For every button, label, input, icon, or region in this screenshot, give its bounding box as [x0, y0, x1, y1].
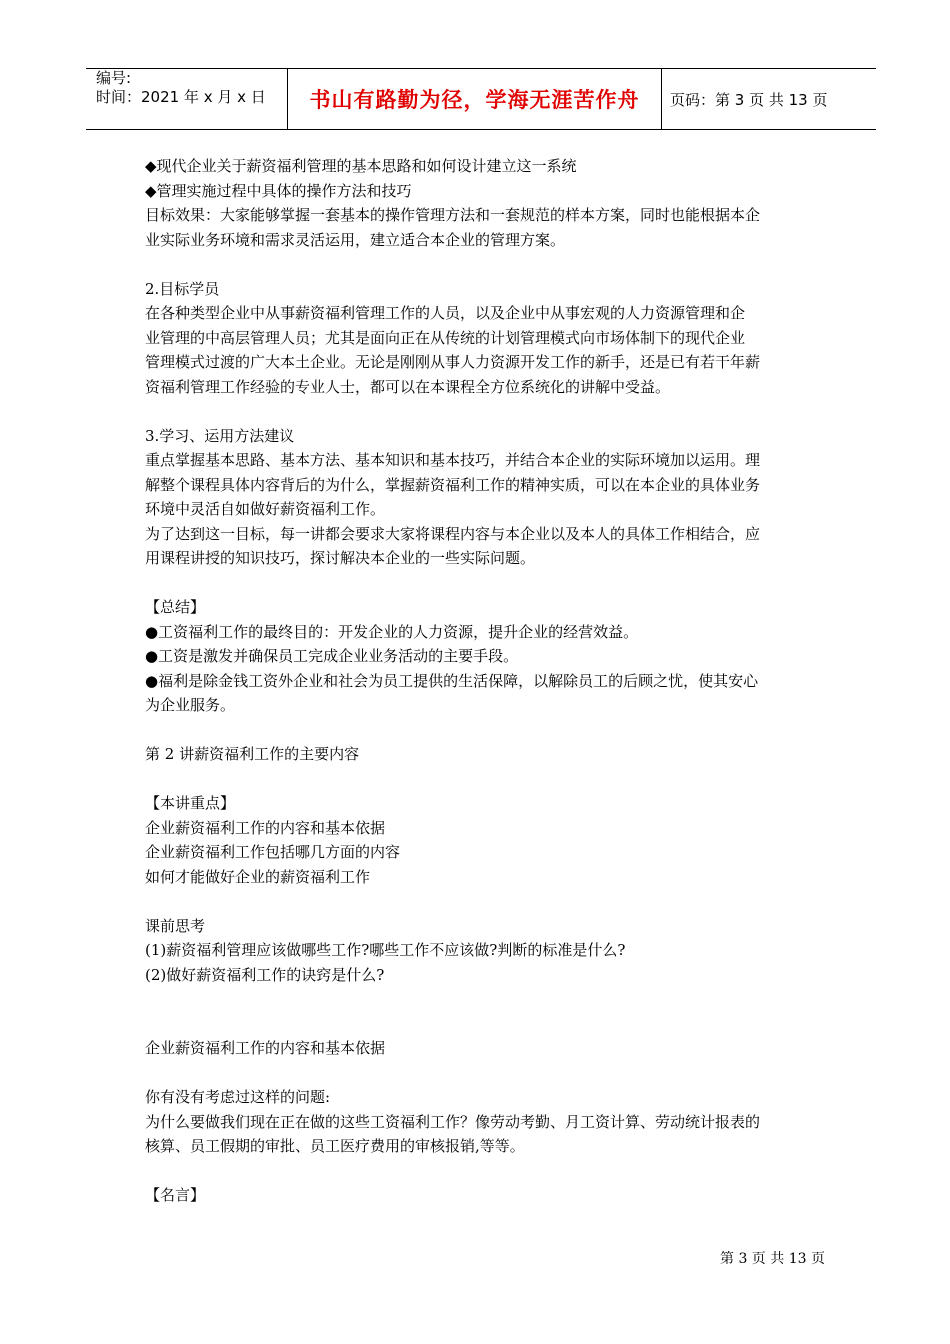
paragraph-line: 你有没有考虑过这样的问题: [145, 1088, 331, 1106]
paragraph-line: 解整个课程具体内容背后的为什么，掌握薪资福利工作的精神实质，可以在本企业的具体业务 [145, 475, 761, 494]
question: (1)薪资福利管理应该做哪些工作?哪些工作不应该做?判断的标准是什么? [145, 941, 626, 959]
quote-heading: 【名言】 [145, 1186, 206, 1204]
lecture-title: 第 2 讲薪资福利工作的主要内容 [145, 745, 360, 763]
summary-item: ●福利是除金钱工资外企业和社会为员工提供的生活保障，以解除员工的后顾之忧，使其安心 [145, 671, 759, 690]
header-meta-cell [86, 69, 288, 129]
paragraph-line: 重点掌握基本思路、基本方法、基本知识和基本技巧，并结合本企业的实际环境加以运用。理 [145, 451, 761, 469]
paragraph-line: 环境中灵活自如做好薪资福利工作。 [145, 500, 386, 518]
paragraph-line: 业管理的中高层管理人员；尤其是面向正在从传统的计划管理模式向市场体制下的现代企业 [145, 328, 746, 347]
section-heading: 3.学习、运用方法建议 [145, 426, 295, 445]
code-label: 编号: [96, 69, 132, 87]
key-point: 企业薪资福利工作包括哪几方面的内容 [145, 843, 401, 861]
prethink-heading: 课前思考 [145, 916, 206, 935]
document-body [145, 154, 825, 1208]
paragraph-line: 目标效果：大家能够掌握一套基本的操作管理方法和一套规范的样本方案，同时也能根据本企 [145, 206, 761, 224]
bullet-item: ◆现代企业关于薪资福利管理的基本思路和如何设计建立这一系统 [145, 157, 577, 175]
summary-item: ●工资福利工作的最终目的：开发企业的人力资源，提升企业的经营效益。 [145, 622, 639, 641]
paragraph-line: 用课程讲授的知识技巧，探讨解决本企业的一些实际问题。 [145, 549, 536, 567]
summary-item: ●工资是激发并确保员工完成企业业务活动的主要手段。 [145, 647, 519, 665]
summary-heading: 【总结】 [145, 598, 206, 616]
bullet-item: ◆管理实施过程中具体的操作方法和技巧 [145, 181, 412, 200]
header-page-number: 页码：第 3 页 共 13 页 [670, 90, 828, 109]
paragraph-line: 资福利管理工作经验的专业人士，都可以在本课程全方位系统化的讲解中受益。 [145, 377, 671, 396]
paragraph-line: 为了达到这一目标，每一讲都会要求大家将课程内容与本企业以及本人的具体工作相结合，应 [145, 524, 761, 543]
summary-item: 为企业服务。 [145, 696, 236, 714]
motto: 书山有路勤为径，学海无涯苦作舟 [288, 69, 662, 129]
time-label: 时间：2021 年 x 月 x 日 [96, 88, 266, 106]
key-points-heading: 【本讲重点】 [145, 794, 236, 812]
paragraph-line: 在各种类型企业中从事薪资福利管理工作的人员，以及企业中从事宏观的人力资源管理和企 [145, 304, 746, 322]
paragraph-line: 核算、员工假期的审批、员工医疗费用的审核报销,等等。 [145, 1137, 525, 1155]
page-header [86, 68, 876, 130]
section-heading: 企业薪资福利工作的内容和基本依据 [145, 1039, 386, 1057]
paragraph-line: 业实际业务环境和需求灵活运用，建立适合本企业的管理方案。 [145, 230, 566, 249]
key-point: 企业薪资福利工作的内容和基本依据 [145, 818, 386, 837]
key-point: 如何才能做好企业的薪资福利工作 [145, 867, 371, 886]
paragraph-line: 为什么要做我们现在正在做的这些工资福利工作？像劳动考勤、月工资计算、劳动统计报表的 [145, 1112, 761, 1131]
section-heading: 2.目标学员 [145, 279, 220, 298]
paragraph-line: 管理模式过渡的广大本土企业。无论是刚刚从事人力资源开发工作的新手，还是已有若干年薪 [145, 353, 761, 371]
question: (2)做好薪资福利工作的诀窍是什么? [145, 965, 385, 984]
footer-page-number: 第 3 页 共 13 页 [720, 1251, 825, 1267]
